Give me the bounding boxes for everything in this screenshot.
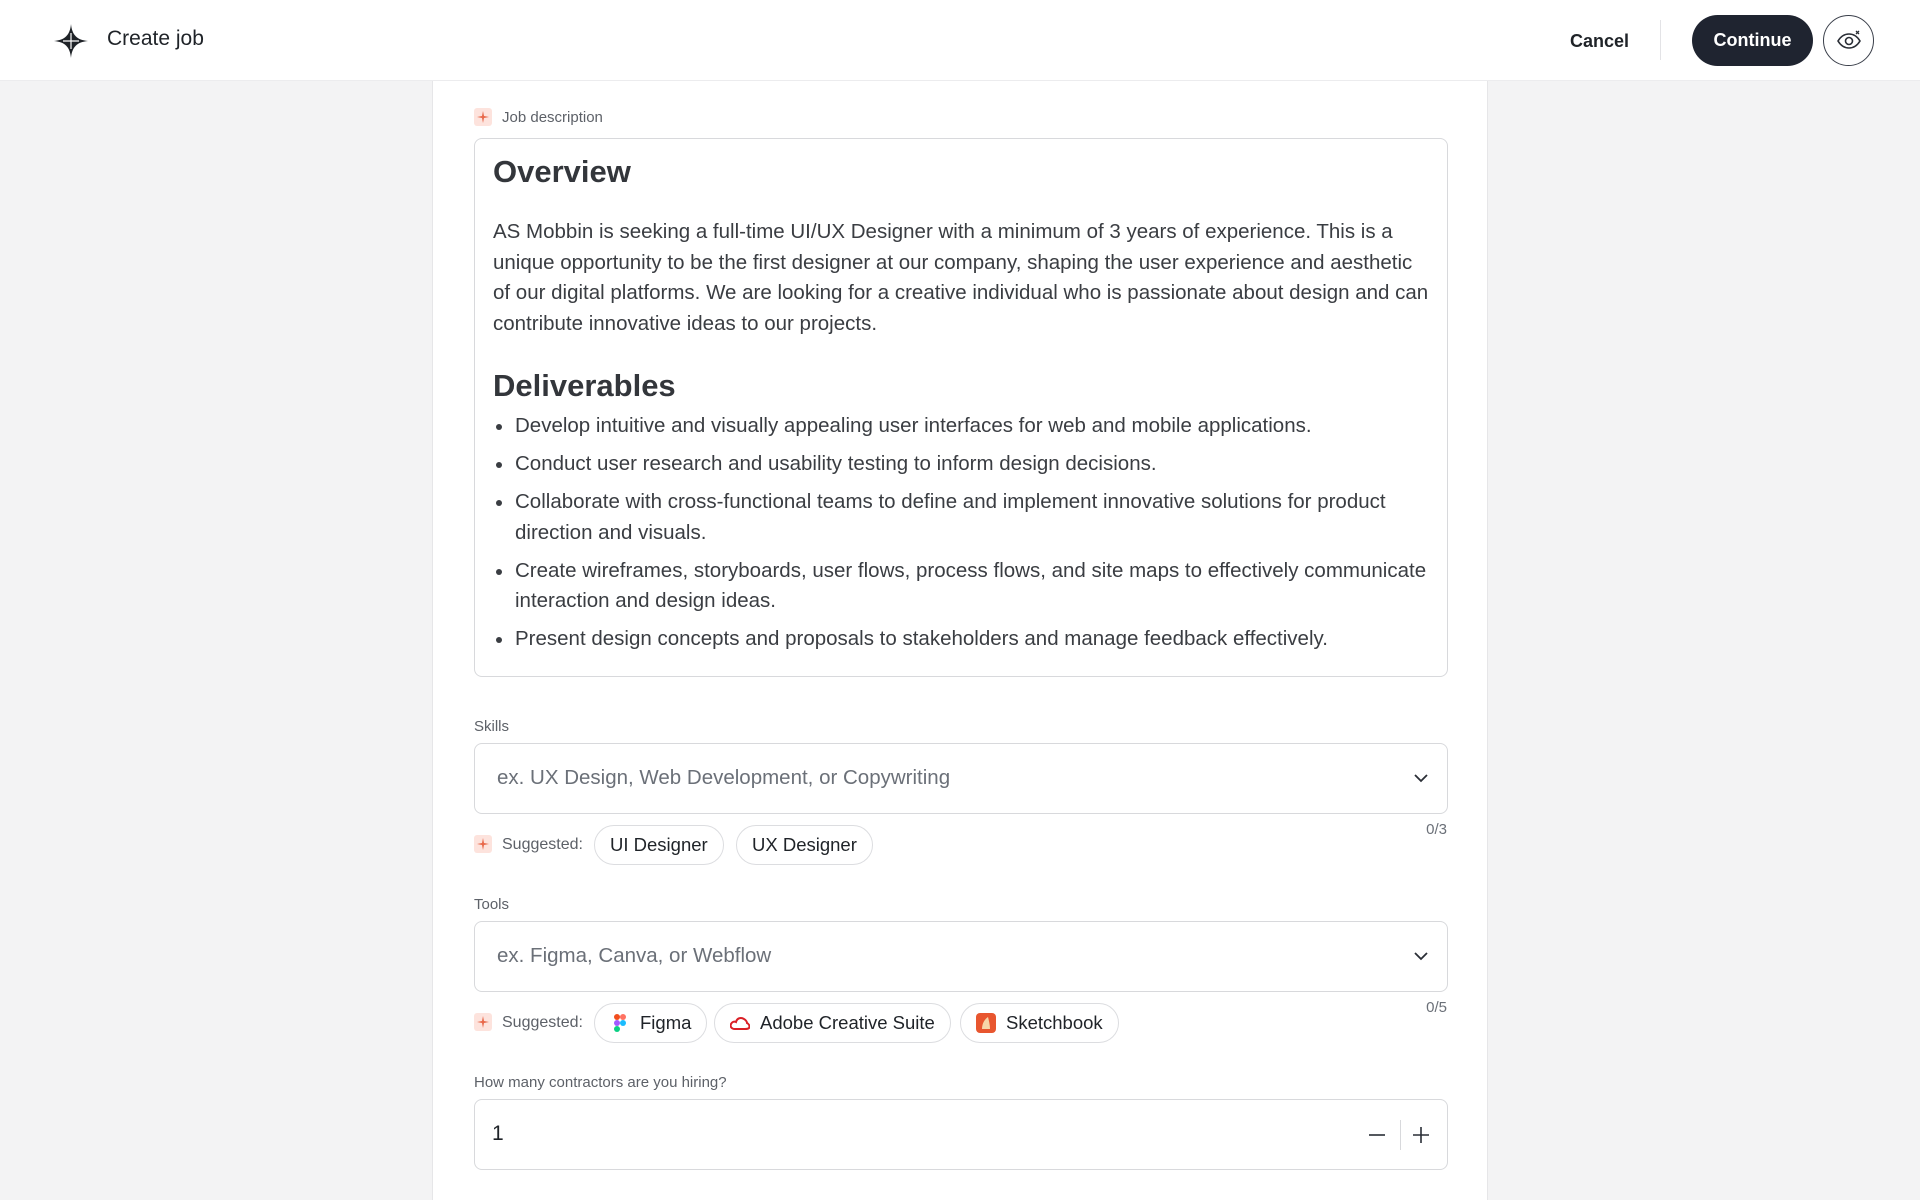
increment-button[interactable] xyxy=(1403,1116,1439,1154)
tool-chip-label: Sketchbook xyxy=(1006,1012,1103,1033)
minus-icon xyxy=(1368,1126,1386,1144)
skills-placeholder: ex. UX Design, Web Development, or Copywriting xyxy=(497,766,951,789)
stepper-divider xyxy=(1400,1120,1401,1150)
preview-button[interactable] xyxy=(1823,15,1874,66)
tools-select[interactable] xyxy=(474,921,1448,992)
tool-chip-figma[interactable] xyxy=(594,1003,707,1043)
tool-chip-adobe-creative-suite[interactable] xyxy=(714,1003,951,1043)
list-item: Present design concepts and proposals to stakeholders and manage feedback effectively. xyxy=(493,624,1429,655)
cancel-button[interactable]: Cancel xyxy=(1548,24,1651,58)
top-bar xyxy=(0,0,1920,81)
skill-chip-ui-designer[interactable]: UI Designer xyxy=(594,825,724,865)
job-description-editor[interactable] xyxy=(474,138,1448,677)
deliverables-heading: Deliverables xyxy=(493,368,676,403)
skill-chip-ux-designer[interactable]: UX Designer xyxy=(736,825,873,865)
ai-sparkle-icon xyxy=(474,108,492,126)
tools-counter: 0/5 xyxy=(1426,999,1447,1016)
decrement-button[interactable] xyxy=(1359,1116,1395,1154)
page-title: Create job xyxy=(107,27,204,50)
list-item: Conduct user research and usability testing to inform design decisions. xyxy=(493,449,1429,480)
contractors-stepper[interactable] xyxy=(474,1099,1448,1170)
chevron-down-icon xyxy=(1411,946,1431,966)
skills-select[interactable] xyxy=(474,743,1448,814)
list-item: Develop intuitive and visually appealing user interfaces for web and mobile applications. xyxy=(493,411,1429,442)
chevron-down-icon xyxy=(1411,768,1431,788)
job-form-panel xyxy=(432,81,1488,1200)
contractors-value[interactable]: 1 xyxy=(492,1122,504,1145)
sketchbook-icon xyxy=(976,1013,996,1033)
sparkle-logo-icon[interactable] xyxy=(52,22,90,60)
ai-sparkle-icon xyxy=(474,1013,492,1031)
skills-counter: 0/3 xyxy=(1426,821,1447,838)
skills-label: Skills xyxy=(474,718,510,735)
tools-label: Tools xyxy=(474,896,510,913)
deliverables-list xyxy=(493,411,1429,655)
tool-chip-label: Adobe Creative Suite xyxy=(760,1012,935,1033)
eye-icon xyxy=(1836,28,1862,54)
list-item: Create wireframes, storyboards, user flows, process flows, and site maps to effectively communicate interaction and design ideas. xyxy=(493,556,1429,617)
tool-chip-label: Figma xyxy=(640,1012,692,1033)
ai-sparkle-icon xyxy=(474,835,492,853)
tool-chip-sketchbook[interactable] xyxy=(960,1003,1119,1043)
job-description-label: Job description xyxy=(502,109,603,126)
overview-heading: Overview xyxy=(493,154,631,189)
skills-suggested-label: Suggested: xyxy=(502,836,583,853)
contractors-label: How many contractors are you hiring? xyxy=(474,1074,727,1091)
list-item: Collaborate with cross-functional teams to define and implement innovative solutions for product direction and visuals. xyxy=(493,487,1429,548)
adobe-creative-cloud-icon xyxy=(730,1013,750,1033)
header-divider xyxy=(1660,20,1661,60)
tools-placeholder: ex. Figma, Canva, or Webflow xyxy=(497,944,772,967)
figma-icon xyxy=(610,1013,630,1033)
plus-icon xyxy=(1412,1126,1430,1144)
continue-button[interactable]: Continue xyxy=(1692,15,1813,66)
overview-text: AS Mobbin is seeking a full-time UI/UX Designer with a minimum of 3 years of experience. This is a unique opportunity to be the first designer at our company, shaping the user experience and aesthetic of our digital platforms. We are looking for a creative individual who is passionate about design and can contribute innovative ideas to our projects. xyxy=(493,220,1429,335)
tools-suggested-label: Suggested: xyxy=(502,1014,583,1031)
